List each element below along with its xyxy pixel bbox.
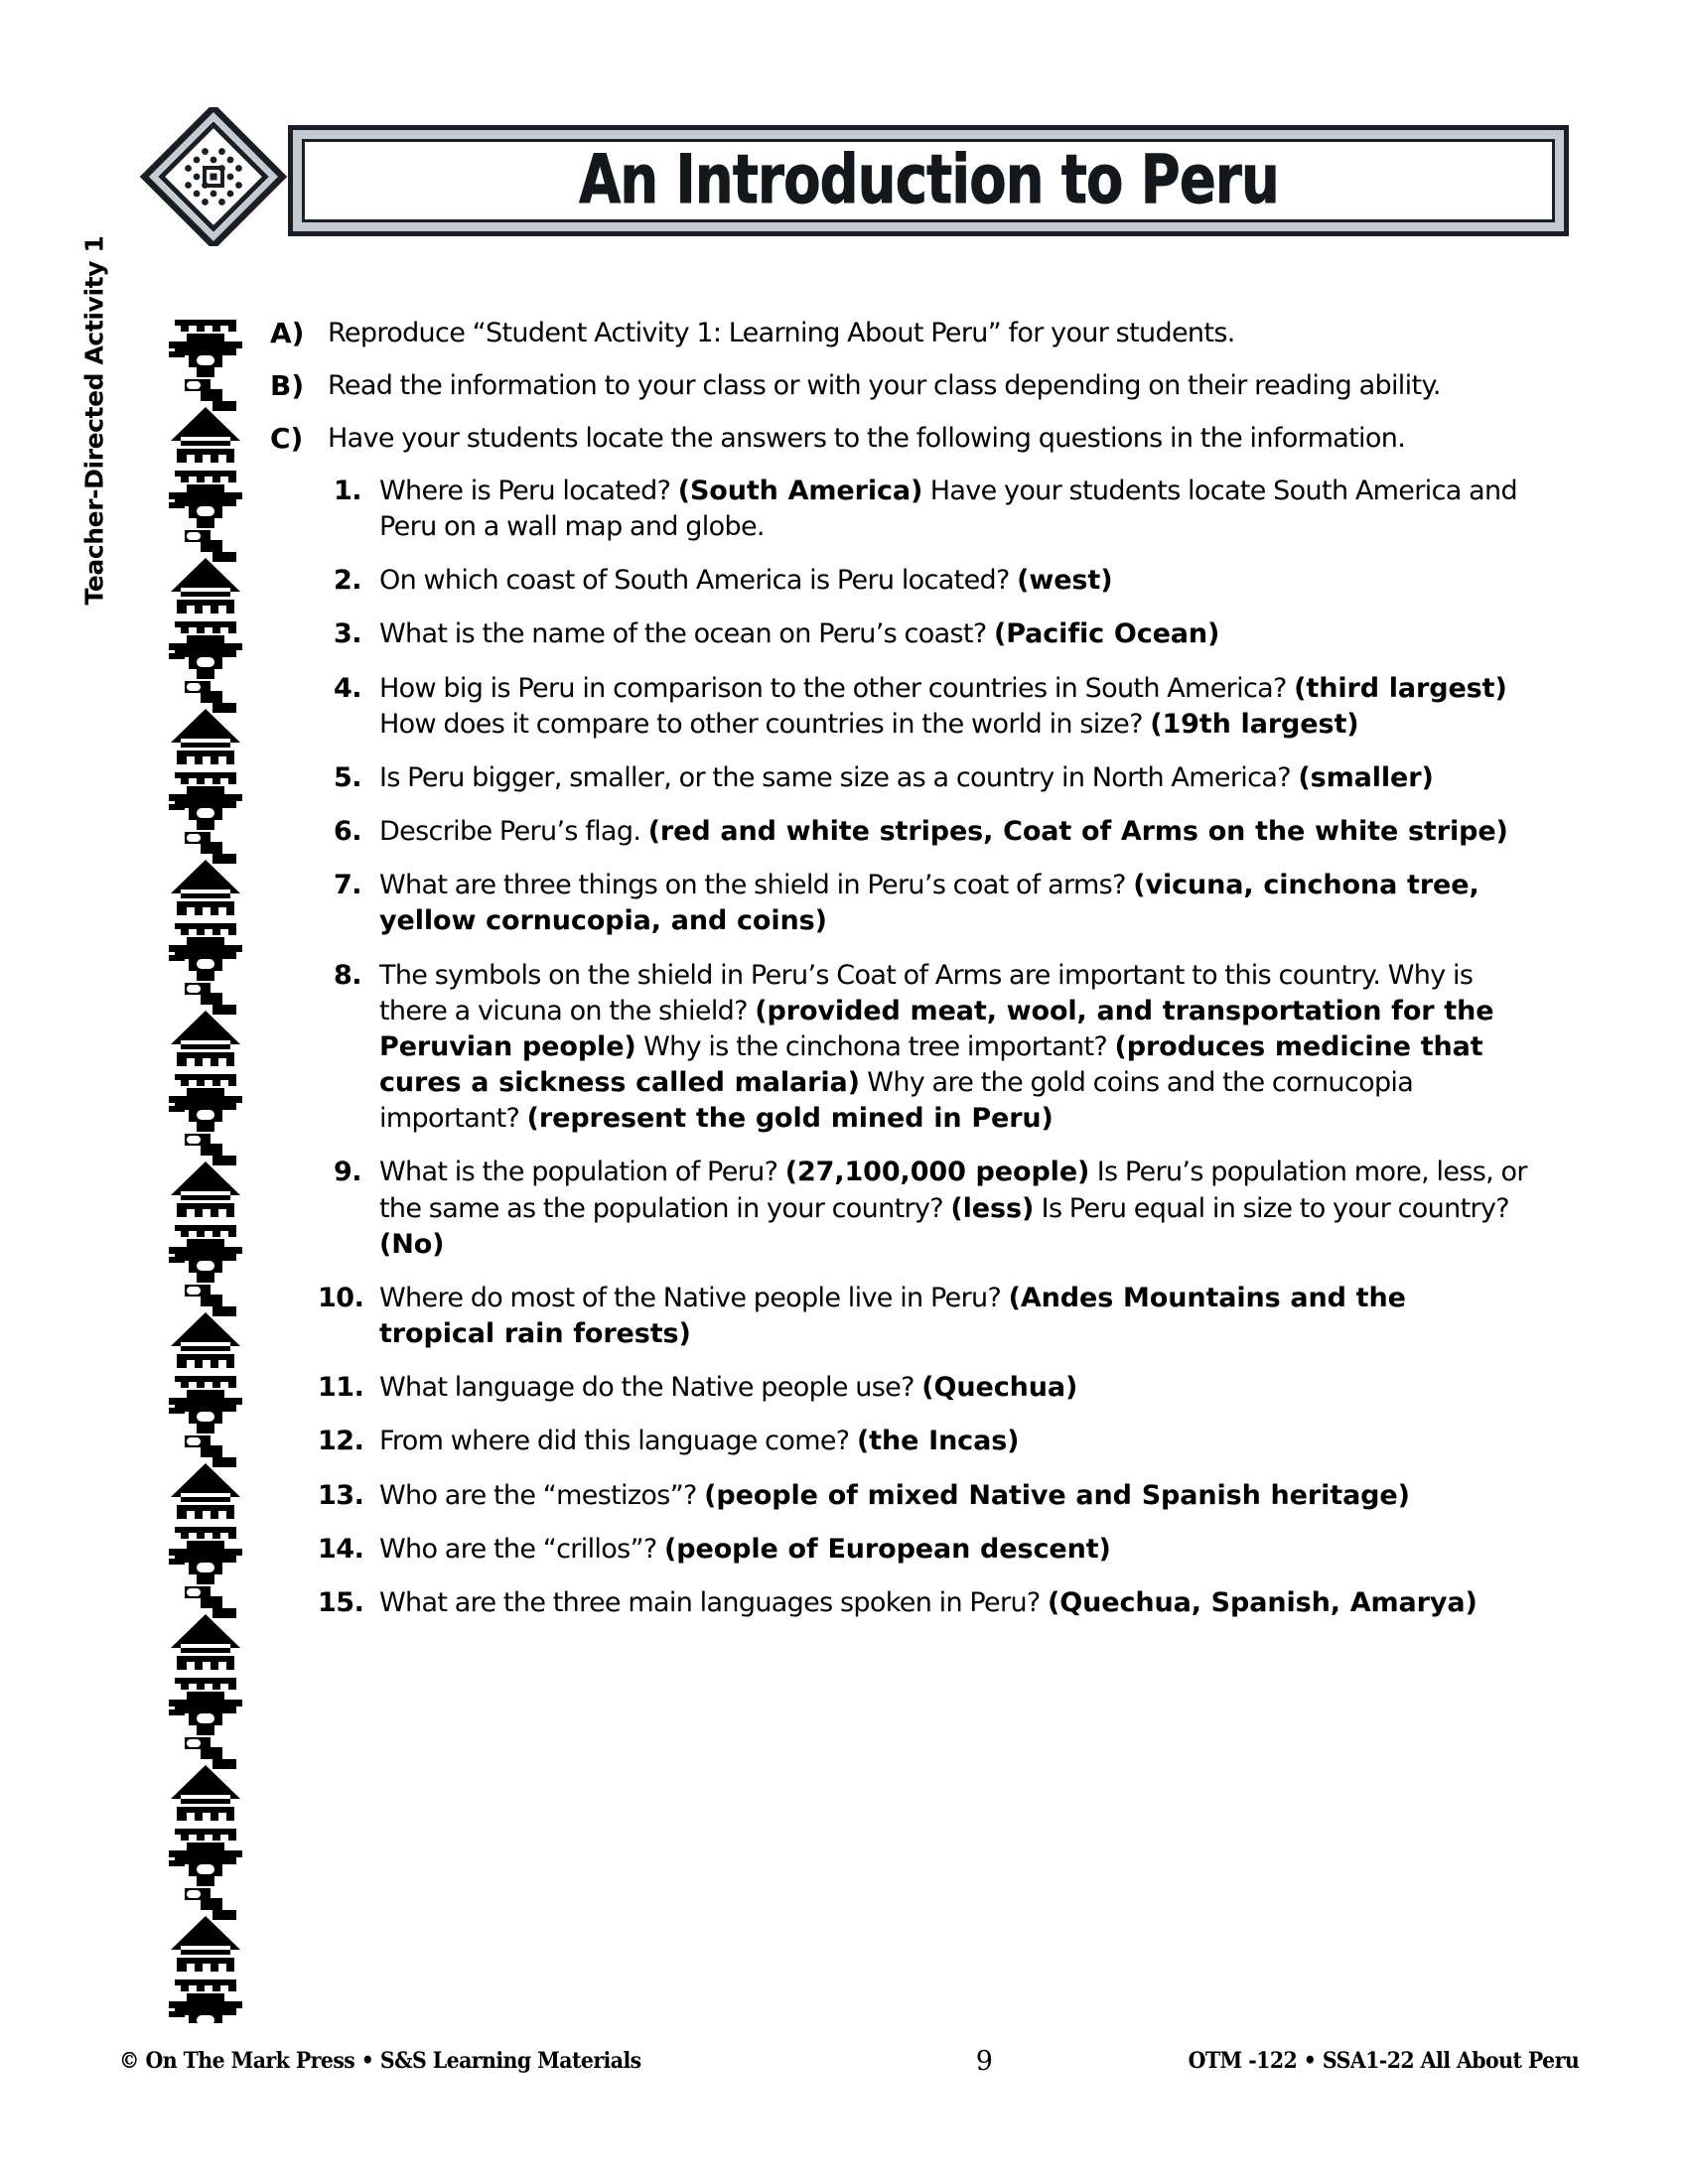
question-prompt-text: What is the population of Peru? <box>379 1157 785 1188</box>
activity-tab-label: Teacher-Directed Activity 1 <box>79 235 109 606</box>
question-prompt-text: The symbols on the shield in Peru’s Coat of Arms are important to this country. Why is there a vicuna on the shield? <box>379 959 1474 1026</box>
answer-text: (people of European descent) <box>664 1533 1111 1565</box>
question-item <box>318 1281 1529 1352</box>
footer-copyright: © On The Mark Press • S&S Learning Materials <box>119 2048 641 2074</box>
answer-text: (Pacific Ocean) <box>993 618 1220 650</box>
question-item <box>318 474 1529 545</box>
question-prompt-text: Why are the gold coins and the cornucopia important? <box>379 1067 1414 1135</box>
andean-diamond-ornament-icon <box>139 107 288 246</box>
instruction-marker: C) <box>270 421 304 455</box>
question-prompt-text: Who are the “crillos”? <box>379 1533 665 1565</box>
page-title: An Introduction to Peru <box>578 141 1279 219</box>
answer-text: (Quechua, Spanish, Amarya) <box>1048 1586 1477 1618</box>
question-text <box>379 760 1529 796</box>
title-banner-inner <box>302 139 1555 222</box>
question-prompt-text: Is Peru equal in size to your country? <box>1034 1192 1509 1224</box>
question-prompt-text: What are three things on the shield in Peru’s coat of arms? <box>379 870 1134 901</box>
question-item <box>318 1155 1529 1263</box>
question-item <box>318 868 1529 939</box>
page-footer <box>119 2041 1579 2081</box>
question-number: 2. <box>333 565 361 597</box>
question-item <box>318 1585 1529 1621</box>
worksheet-content <box>270 316 1561 1639</box>
question-item <box>318 671 1529 743</box>
question-text <box>379 671 1529 743</box>
question-number: 5. <box>333 761 361 793</box>
question-number: 12. <box>318 1426 364 1457</box>
question-prompt-text: Where is Peru located? <box>379 475 678 506</box>
answer-text: (provided meat, wool, and transportation for the Peruvian people) <box>379 995 1494 1062</box>
answer-text: (the Incas) <box>856 1426 1020 1457</box>
question-item <box>318 616 1529 652</box>
answer-text: (Quechua) <box>921 1372 1078 1404</box>
instruction-list <box>270 316 1561 458</box>
answer-text: (smaller) <box>1298 761 1434 793</box>
question-number: 6. <box>333 816 361 848</box>
answer-text: (South America) <box>677 475 923 506</box>
question-item <box>318 814 1529 850</box>
question-list <box>318 474 1529 1621</box>
question-prompt-text: How does it compare to other countries in the world in size? <box>379 708 1151 740</box>
question-prompt-text: On which coast of South America is Peru located? <box>379 565 1018 597</box>
page-header <box>139 107 1569 246</box>
question-prompt-text: Where do most of the Native people live in Peru? <box>379 1282 1009 1313</box>
question-number: 7. <box>333 870 361 901</box>
answer-text: (produces medicine that cures a sickness called malaria) <box>379 1030 1483 1099</box>
question-prompt-text: Have your students locate South America and Peru on a wall map and globe. <box>379 475 1517 543</box>
question-text <box>379 814 1529 850</box>
answer-text: (less) <box>950 1192 1035 1224</box>
instruction-item <box>270 368 1561 405</box>
answer-text: (west) <box>1017 565 1113 597</box>
question-number: 3. <box>333 618 361 650</box>
question-number: 14. <box>318 1533 364 1565</box>
question-prompt-text: Why is the cinchona tree important? <box>635 1030 1115 1062</box>
question-number: 13. <box>318 1479 364 1511</box>
question-text <box>379 1478 1529 1514</box>
instruction-marker: B) <box>270 368 305 402</box>
question-item <box>318 1370 1529 1406</box>
question-number: 10. <box>318 1282 364 1313</box>
question-prompt-text: Is Peru’s population more, less, or the same as the population in your country? <box>379 1157 1527 1224</box>
page-number: 9 <box>975 2045 993 2077</box>
question-text <box>379 1585 1529 1621</box>
question-number: 9. <box>333 1157 361 1188</box>
question-number: 8. <box>333 959 361 991</box>
question-text <box>379 1370 1529 1406</box>
question-text <box>379 474 1529 545</box>
question-text <box>379 616 1529 652</box>
instruction-item <box>270 316 1561 352</box>
question-item <box>318 563 1529 599</box>
answer-text: (No) <box>379 1228 445 1260</box>
answer-text: (vicuna, cinchona tree, yellow cornucopia, and coins) <box>379 870 1479 937</box>
question-text <box>379 1424 1529 1459</box>
question-prompt-text: Is Peru bigger, smaller, or the same size as a country in North America? <box>379 761 1299 793</box>
question-item <box>318 958 1529 1138</box>
question-text <box>379 563 1529 599</box>
instruction-item <box>270 421 1561 458</box>
answer-text: (represent the gold mined in Peru) <box>526 1103 1054 1135</box>
question-item <box>318 760 1529 796</box>
instruction-text: Have your students locate the answers to the following questions in the information. <box>328 422 1406 454</box>
question-text <box>379 1532 1529 1568</box>
instruction-text: Reproduce “Student Activity 1: Learning About Peru” for your students. <box>328 318 1235 348</box>
answer-text: (people of mixed Native and Spanish heritage) <box>704 1479 1410 1511</box>
question-item <box>318 1424 1529 1459</box>
andean-border-pattern-icon <box>167 316 244 2023</box>
question-prompt-text: From where did this language come? <box>379 1426 857 1457</box>
question-number: 4. <box>333 672 361 704</box>
answer-text: (19th largest) <box>1150 708 1359 740</box>
question-prompt-text: Who are the “mestizos”? <box>379 1479 705 1511</box>
answer-text: (Andes Mountains and the tropical rain forests) <box>379 1282 1406 1350</box>
answer-text: (27,100,000 people) <box>784 1157 1090 1188</box>
answer-text: (third largest) <box>1294 672 1507 704</box>
question-prompt-text: What is the name of the ocean on Peru’s coast? <box>379 618 994 650</box>
title-banner <box>288 125 1569 236</box>
question-number: 15. <box>318 1586 364 1618</box>
question-prompt-text: What are the three main languages spoken in Peru? <box>379 1586 1049 1618</box>
instruction-marker: A) <box>270 317 305 349</box>
question-item <box>318 1532 1529 1568</box>
instruction-text: Read the information to your class or with your class depending on their reading ability. <box>328 369 1441 401</box>
question-text <box>379 1281 1529 1352</box>
question-text <box>379 958 1529 1138</box>
question-prompt-text: What language do the Native people use? <box>379 1372 922 1404</box>
footer-product-code: OTM -122 • SSA1-22 All About Peru <box>1188 2048 1579 2074</box>
question-number: 1. <box>333 475 361 506</box>
question-text <box>379 1155 1529 1263</box>
question-text <box>379 868 1529 939</box>
question-item <box>318 1478 1529 1514</box>
question-prompt-text: Describe Peru’s flag. <box>379 816 648 848</box>
question-number: 11. <box>318 1372 364 1404</box>
answer-text: (red and white stripes, Coat of Arms on the white stripe) <box>647 816 1508 848</box>
question-prompt-text: How big is Peru in comparison to the other countries in South America? <box>379 672 1295 704</box>
